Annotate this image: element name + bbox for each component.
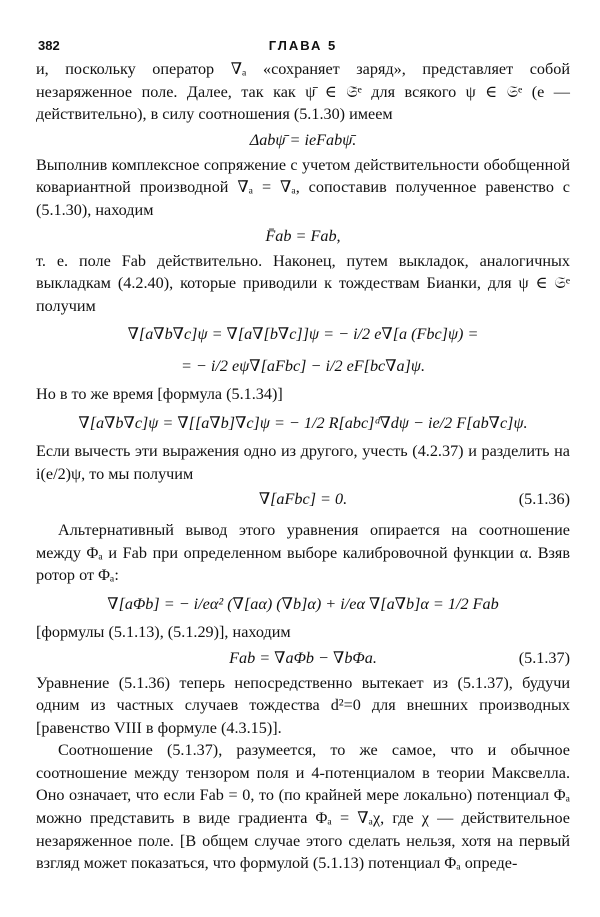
equation-5-1-37 — [36, 646, 570, 670]
paragraph: Если вычесть эти выражения одно из другого, учесть (4.2.37) и разделить на i(e/2)ψ, то мы получим — [36, 441, 570, 483]
equation-number: (5.1.36) — [518, 490, 570, 509]
paragraph: Уравнение (5.1.36) теперь непосредственно вытекает из (5.1.37), будучи одним из частных случаев тождества d²=0 для внешних производных [равенство VIII в формуле (4.3.15)]. — [36, 673, 570, 737]
paragraph: т. е. поле Fab действительно. Наконец, путем выкладок, аналогичных выкладкам (4.2.40), которые приводили к тождествам Бианки, для ψ ∈ 𝔖ᵉ получим — [36, 251, 570, 315]
formula: ∇[a∇b∇c]ψ = ∇[[a∇b]∇c]ψ = − 1/2 R[abc]ᵈ∇dψ − ie/2 F[ab∇c]ψ. — [78, 413, 528, 432]
page-number: 382 — [38, 38, 60, 53]
paragraph: [формулы (5.1.13), (5.1.29)], находим — [36, 622, 291, 641]
formula-body: Fab = ∇aΦb − ∇bΦa. — [229, 648, 377, 667]
formula: Δabψ̄ = ieFabψ̄. — [249, 130, 357, 149]
formula-body: ∇[aFbc] = 0. — [258, 490, 348, 509]
page-header — [36, 34, 570, 58]
formula: ∇[aΦb] = − i/eα² (∇[aα) (∇b]α) + i/eα ∇[a∇b]α = 1/2 Fab — [107, 594, 499, 613]
formula: = − i/2 eψ∇[aFbc] − i/2 eF[bc∇a]ψ. — [180, 357, 426, 376]
chapter-title: ГЛАВА 5 — [268, 38, 338, 53]
paragraph: и, поскольку оператор ∇ₐ «сохраняет заряд», представляет собой незаряженное поле. Далее, так как ψ̄ ∈ 𝔖̄ᵉ для всякого ψ ∈ 𝔖ᵉ (e — действительно), в силу соотношения (5.1.30) имеем — [36, 60, 570, 124]
paragraph: Выполнив комплексное сопряжение с учетом действительности обобщенной ковариантной производной ∇̄ₐ = ∇ₐ, сопоставив полученное равенство с (5.1.30), находим — [36, 155, 570, 219]
formula: ∇[a∇b∇c]ψ = ∇[a∇[b∇c]]ψ = − i/2 e∇[a (Fbc]ψ) = — [127, 325, 479, 344]
formula: F̄ab = Fab, — [265, 226, 341, 245]
equation-5-1-36 — [36, 487, 570, 511]
equation-number: (5.1.37) — [518, 648, 570, 667]
paragraph: Соотношение (5.1.37), разумеется, то же самое, что и обычное соотношение между тензором поля и 4-потенциалом в теории Максвелла. Оно означает, что если Fab = 0, то (по крайней мере локально) потенциал Φₐ можно представить в виде градиента Φₐ = ∇ₐχ, где χ — действительное незаряженное поле. [В общем случае этого сделать нельзя, хотя на первый взгляд может показаться, что формулой (5.1.13) потенциал Φₐ опреде- — [36, 741, 570, 873]
paragraph: Альтернативный вывод этого уравнения опирается на соотношение между Φₐ и Fab при определенном выборе калибровочной функции α. Взяв ротор от Φₐ: — [36, 521, 570, 585]
paragraph: Но в то же время [формула (5.1.34)] — [36, 385, 283, 404]
page-body — [36, 58, 570, 875]
